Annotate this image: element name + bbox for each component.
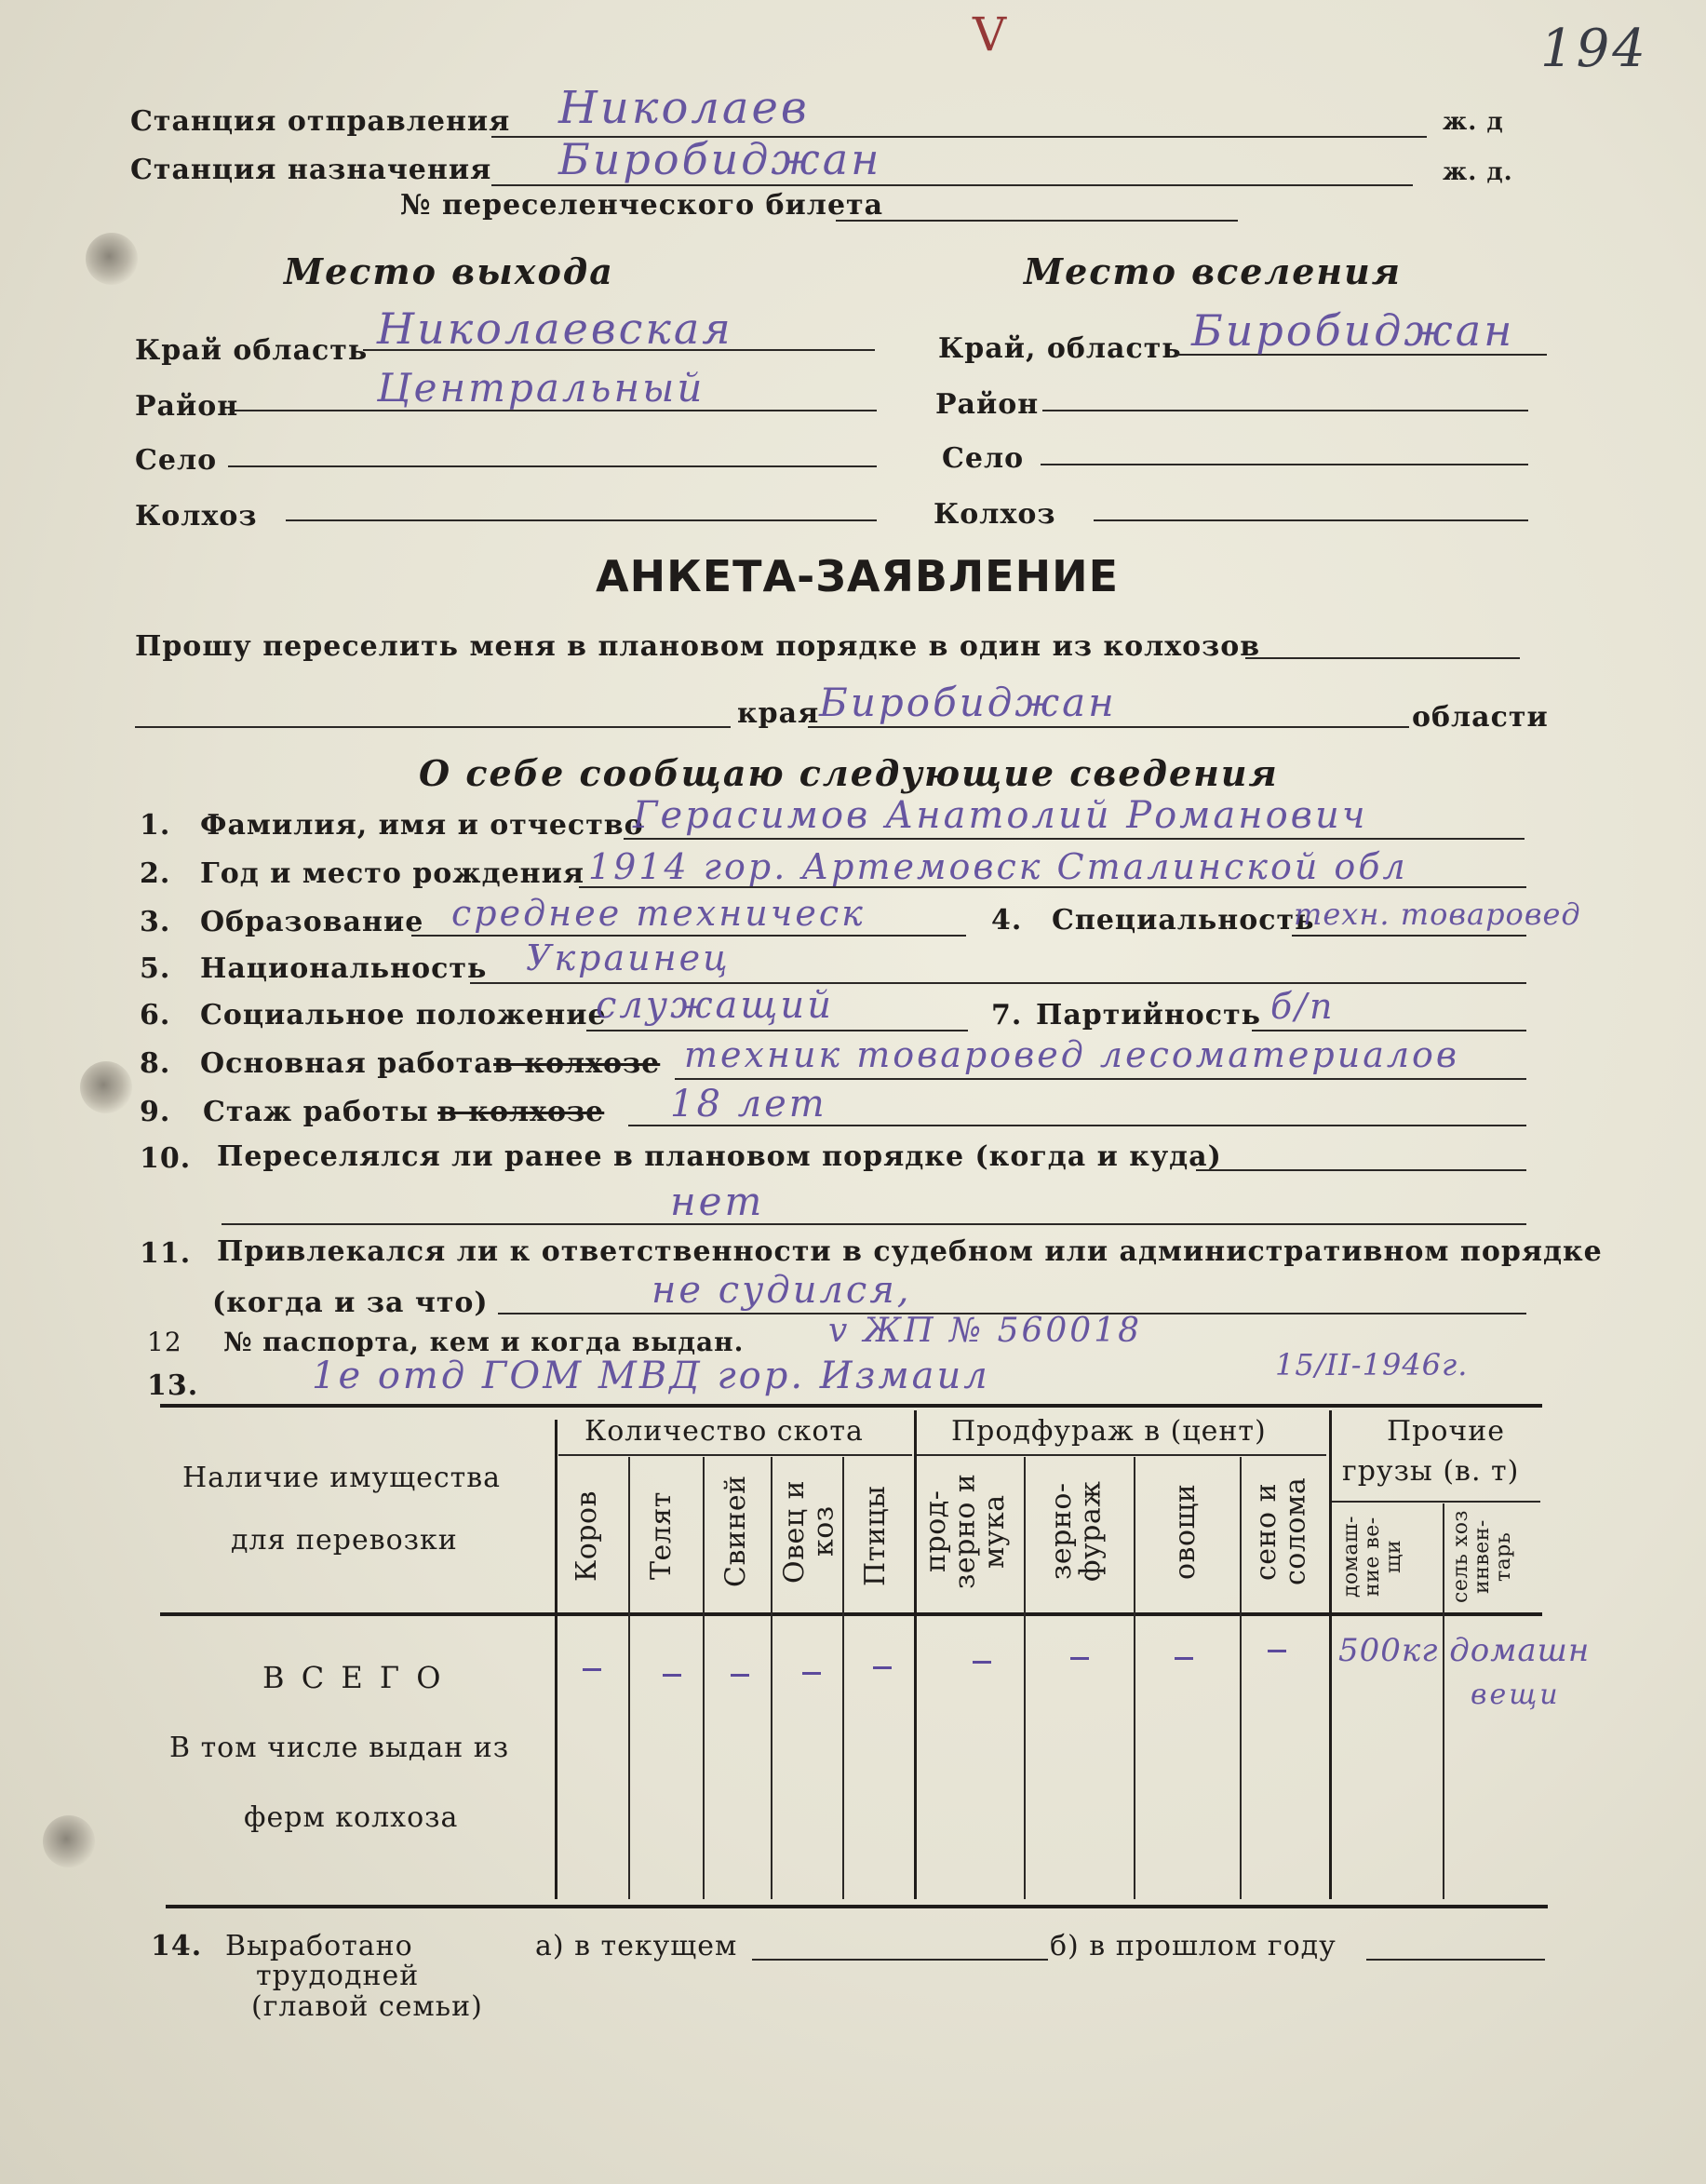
- item-14-label-3: (главой семьи): [251, 1990, 483, 2023]
- settlement-region-value: Биробиджан: [1191, 305, 1515, 356]
- destination-suffix: ж. д.: [1443, 158, 1513, 186]
- item-7-line: [1252, 1030, 1526, 1031]
- item-1-num: 1.: [140, 809, 171, 842]
- item-1-line: [624, 838, 1525, 840]
- settlement-kolkhoz-label: Колхоз: [934, 498, 1056, 531]
- item-14-label-2: трудодней: [256, 1960, 420, 1992]
- empty-value-dash: [1070, 1657, 1089, 1660]
- settlement-region-label: Край, область: [938, 332, 1182, 365]
- table-col-divider: [914, 1410, 917, 1899]
- item-13-date: 15/II-1946г.: [1275, 1347, 1469, 1382]
- item-11-label: Привлекался ли к ответственности в судебном или административном порядке: [217, 1235, 1603, 1268]
- item-9-label: Стаж работы: [203, 1096, 429, 1128]
- check-mark: V: [973, 7, 1010, 61]
- table-col-divider: [842, 1457, 844, 1899]
- request-oblast-label: области: [1412, 701, 1549, 734]
- departure-label: Станция отправления: [130, 105, 511, 138]
- origin-heading: Место выхода: [284, 250, 614, 292]
- fodder-group-header: Продфураж в (цент): [951, 1415, 1267, 1448]
- empty-value-dash: [663, 1674, 681, 1677]
- item-14-num: 14.: [151, 1930, 203, 1962]
- item-5-value: Украинец: [526, 937, 731, 978]
- settlement-district-label: Район: [935, 388, 1040, 421]
- item-2-value: 1914 гор. Артемовск Сталинской обл: [588, 846, 1408, 887]
- item-2-num: 2.: [140, 857, 171, 890]
- punch-hole: [43, 1815, 95, 1867]
- item-6-line: [586, 1030, 968, 1031]
- item-5-num: 5.: [140, 952, 171, 985]
- item-1-label: Фамилия, имя и отчество: [200, 809, 644, 842]
- item-14-current-line: [752, 1959, 1048, 1961]
- item-1-value: Герасимов Анатолий Романович: [633, 794, 1368, 837]
- request-kray-line: [808, 726, 1409, 728]
- request-kray-label: края: [737, 697, 820, 730]
- item-8-num: 8.: [140, 1047, 171, 1080]
- origin-region-label: Край область: [135, 334, 369, 367]
- item-8-label: Основная работа: [200, 1047, 493, 1080]
- fodder-group-underline: [917, 1454, 1326, 1456]
- item-11-num: 11.: [140, 1237, 192, 1270]
- item-6-label: Социальное положение: [200, 999, 607, 1031]
- item-13-num: 13.: [147, 1369, 199, 1402]
- home-goods-value-2: вещи: [1471, 1678, 1561, 1711]
- request-kray-value: Биробиджан: [819, 680, 1117, 725]
- other-group-header-2: грузы (в. т): [1342, 1455, 1520, 1488]
- item-9-num: 9.: [140, 1096, 171, 1128]
- col-header-cows: Коров: [571, 1490, 603, 1582]
- item-2-label: Год и место рождения: [200, 857, 585, 890]
- table-col-divider: [555, 1420, 557, 1899]
- col-header-calves: Телят: [645, 1491, 678, 1581]
- item-8-value: техник товаровед лесоматериалов: [684, 1034, 1460, 1075]
- item-12-value: v ЖП № 560018: [828, 1312, 1143, 1350]
- total-row-label: В С Е Г О: [262, 1660, 445, 1695]
- punch-hole: [86, 233, 138, 285]
- item-14-label-1: Выработано: [225, 1930, 413, 1962]
- form-title: АНКЕТА-ЗАЯВЛЕНИЕ: [596, 551, 1120, 601]
- col-header-hay: сено и солома: [1250, 1476, 1312, 1586]
- item-11-value: не судился,: [652, 1269, 912, 1312]
- table-top-border: [160, 1404, 1542, 1408]
- request-line: [1245, 657, 1520, 659]
- table-col-divider: [1024, 1457, 1026, 1899]
- departure-suffix: ж. д: [1443, 108, 1504, 136]
- destination-label: Станция назначения: [130, 154, 492, 186]
- item-14-past-label: б) в прошлом году: [1050, 1930, 1337, 1962]
- item-3-num: 3.: [140, 906, 171, 938]
- item-5-label: Национальность: [200, 952, 488, 985]
- item-14-current-label: а) в текущем: [535, 1930, 738, 1962]
- origin-region-value: Николаевская: [377, 303, 733, 354]
- item-9-value: 18 лет: [670, 1083, 827, 1126]
- col-header-pigs: Свиней: [719, 1475, 752, 1588]
- item-3-label: Образование: [200, 906, 424, 938]
- ticket-label: № переселенческого билета: [400, 189, 884, 222]
- empty-value-dash: [1268, 1650, 1286, 1652]
- item-6-num: 6.: [140, 999, 171, 1031]
- empty-value-dash: [583, 1668, 601, 1671]
- item-10-label: Переселялся ли ранее в плановом порядке (когда и куда): [217, 1140, 1222, 1173]
- destination-value: Биробиджан: [558, 134, 882, 184]
- other-group-underline: [1331, 1501, 1540, 1503]
- table-row-header-2: для перевозки: [231, 1524, 458, 1557]
- request-kray-line-before: [135, 726, 731, 728]
- item-8-struck-text: в колхозе: [493, 1047, 661, 1080]
- item-7-label: Партийность: [1036, 999, 1262, 1031]
- item-3-line: [411, 935, 966, 937]
- punch-hole: [80, 1061, 132, 1113]
- empty-value-dash: [731, 1674, 749, 1677]
- col-header-veg: овощи: [1169, 1483, 1202, 1580]
- item-8-line: [675, 1078, 1526, 1080]
- destination-line: [491, 184, 1413, 186]
- empty-value-dash: [802, 1672, 821, 1675]
- table-col-divider: [1329, 1410, 1332, 1899]
- item-10-line: [1196, 1169, 1526, 1171]
- issued-row-label-1: В том числе выдан из: [169, 1732, 510, 1764]
- livestock-group-header: Количество скота: [584, 1415, 864, 1448]
- table-row-header-1: Наличие имущества: [182, 1462, 502, 1494]
- col-header-home-goods: домаш- ние ве- щи: [1339, 1516, 1406, 1598]
- table-col-divider: [1443, 1503, 1444, 1899]
- item-4-num: 4.: [991, 904, 1023, 937]
- livestock-group-underline: [558, 1454, 912, 1456]
- col-header-farm-inventory: сель хоз инвен- тарь: [1449, 1510, 1516, 1603]
- item-7-num: 7.: [991, 999, 1023, 1031]
- table-col-divider: [703, 1457, 705, 1899]
- empty-value-dash: [873, 1666, 892, 1669]
- table-col-divider: [628, 1457, 630, 1899]
- page-number: 194: [1540, 19, 1648, 79]
- col-header-sheep: Овец и коз: [778, 1479, 840, 1584]
- item-4-value: техн. товаровед: [1294, 897, 1581, 932]
- origin-district-label: Район: [135, 390, 239, 423]
- issued-row-label-2: ферм колхоза: [244, 1801, 459, 1834]
- empty-value-dash: [1175, 1657, 1193, 1660]
- origin-kolkhoz-label: Колхоз: [135, 500, 258, 533]
- col-header-grain: прод- зерно и мука: [920, 1473, 1011, 1590]
- item-13-value: 1е отд ГОМ МВД гор. Измаил: [312, 1355, 990, 1397]
- settlement-district-line: [1042, 410, 1528, 411]
- departure-value: Николаев: [558, 82, 810, 134]
- item-10-value: нет: [670, 1179, 765, 1224]
- origin-district-value: Центральный: [377, 365, 705, 411]
- origin-kolkhoz-line: [286, 519, 877, 521]
- item-10-num: 10.: [140, 1142, 192, 1175]
- table-col-divider: [1134, 1457, 1135, 1899]
- col-header-poultry: Птицы: [859, 1485, 892, 1587]
- settlement-village-label: Село: [942, 442, 1025, 475]
- col-header-forage: зерно- фураж: [1045, 1480, 1108, 1583]
- item-7-value: б/п: [1270, 986, 1336, 1027]
- table-header-bottom-border: [160, 1612, 1542, 1616]
- settlement-village-line: [1041, 464, 1528, 465]
- item-11-label-2: (когда и за что): [212, 1287, 489, 1319]
- table-col-divider: [771, 1457, 772, 1899]
- item-6-value: служащий: [596, 984, 834, 1027]
- table-col-divider: [1240, 1457, 1242, 1899]
- other-group-header-1: Прочие: [1387, 1415, 1506, 1448]
- item-4-label: Специальность: [1052, 904, 1315, 937]
- settlement-kolkhoz-line: [1094, 519, 1528, 521]
- origin-village-label: Село: [135, 444, 218, 477]
- item-12-num: 12: [147, 1327, 182, 1357]
- settlement-heading: Место вселения: [1024, 250, 1402, 292]
- about-heading: О себе сообщаю следующие сведения: [419, 752, 1279, 794]
- item-9-struck-text: в колхозе: [437, 1096, 605, 1128]
- request-text: Прошу переселить меня в плановом порядке в один из колхозов: [135, 630, 1261, 663]
- home-goods-value-1: 500кг домашн: [1338, 1632, 1591, 1669]
- item-14-past-line: [1366, 1959, 1545, 1961]
- item-12-label: № паспорта, кем и когда выдан.: [223, 1327, 745, 1357]
- item-4-line: [1292, 935, 1526, 937]
- item-3-value: среднее техническ: [451, 893, 866, 934]
- empty-value-dash: [973, 1661, 991, 1664]
- item-10-line-2: [222, 1223, 1526, 1225]
- table-bottom-border: [166, 1905, 1548, 1908]
- origin-village-line: [228, 465, 877, 467]
- ticket-line: [836, 220, 1238, 222]
